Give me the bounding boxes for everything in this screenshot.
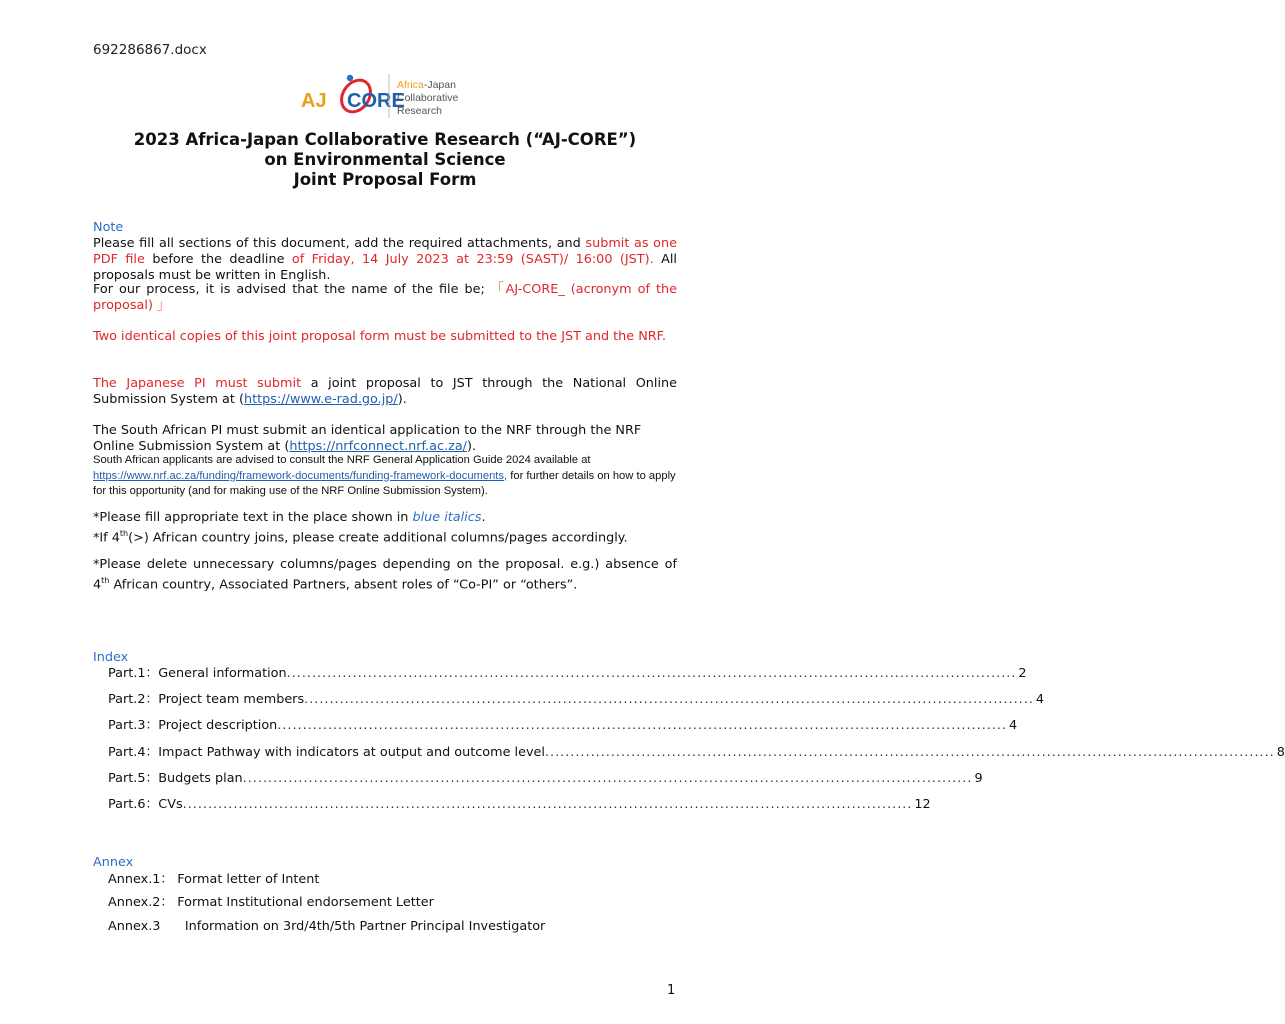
toc-item-part-6[interactable]: Part.6：CVs ................................................................................................................................................ 12 bbox=[108, 797, 931, 812]
index-heading: Index bbox=[93, 650, 129, 665]
nrf-framework-link[interactable]: https://www.nrf.ac.za/funding/framework-documents/funding-framework-documents, bbox=[93, 469, 508, 482]
note-heading: Note bbox=[93, 220, 124, 235]
note-paragraph-copies: Two identical copies of this joint proposal form must be submitted to the JST and the NRF. bbox=[93, 329, 667, 344]
title-line-2: on Environmental Science bbox=[264, 150, 506, 169]
toc-item-part-2[interactable]: Part.2：Project team members ................................................................................................................................................ 4 bbox=[108, 692, 1045, 707]
note-paragraph-deadline: Please fill all sections of this document, add the required attachments, and submit as one PDF file before the deadline of Friday, 14 July 2023 at 23:59 (SAST)/ 16:00 (JST). All proposals must be written in English. bbox=[93, 236, 677, 283]
note-paragraph-nrf-guide: South African applicants are advised to consult the NRF General Application Guide 2024 available at https://www.nrf.ac.za/funding/framework-documents/funding-framework-documents, for further details on how to apply for this opportunity (and for making use of the NRF Online Submission System). bbox=[93, 454, 676, 497]
title-line-3: Joint Proposal Form bbox=[293, 170, 477, 189]
toc-item-part-4[interactable]: Part.4：Impact Pathway with indicators at output and outcome level ................................................................................................................................................ 8 bbox=[108, 745, 1285, 760]
aj-core-logo bbox=[298, 72, 478, 122]
annex-item-1: Annex.1： Format letter of Intent bbox=[108, 872, 320, 887]
logo-dot-icon bbox=[347, 75, 353, 81]
document-title bbox=[60, 130, 710, 190]
note-paragraph-south-african-pi: The South African PI must submit an identical application to the NRF through the NRF Online Submission System at (https://nrfconnect.nrf.ac.za/). bbox=[93, 423, 642, 454]
toc-item-part-3[interactable]: Part.3：Project description ................................................................................................................................................ 4 bbox=[108, 718, 1018, 733]
toc-item-part-5[interactable]: Part.5：Budgets plan ................................................................................................................................................ 9 bbox=[108, 771, 983, 786]
nrfconnect-link[interactable]: https://nrfconnect.nrf.ac.za/ bbox=[289, 439, 467, 454]
instruction-fill-text: *Please fill appropriate text in the place shown in blue italics. bbox=[93, 510, 486, 525]
aj-core-logo-graphic bbox=[298, 72, 478, 122]
title-line-1: 2023 Africa-Japan Collaborative Research (“AJ-CORE”) bbox=[133, 130, 637, 149]
annex-item-2: Annex.2： Format Institutional endorsement Letter bbox=[108, 895, 434, 910]
logo-brand-left: AJ bbox=[301, 90, 327, 112]
document-filename: 692286867.docx bbox=[93, 42, 207, 58]
instruction-delete-columns: *Please delete unnecessary columns/pages depending on the proposal. e.g.) absence of 4th African country, Associated Partners, absent roles of “Co-PI” or “others”. bbox=[93, 557, 677, 593]
note-paragraph-japanese-pi: The Japanese PI must submit a joint proposal to JST through the National Online Submission System at (https://www.e-rad.go.jp/). bbox=[93, 376, 677, 407]
note-paragraph-filename: For our process, it is advised that the name of the file be; 「AJ-CORE_ (acronym of the proposal) 」 bbox=[93, 282, 677, 313]
logo-tagline-3: Research bbox=[397, 105, 442, 117]
e-rad-link[interactable]: https://www.e-rad.go.jp/ bbox=[243, 392, 398, 407]
annex-item-3: Annex.3 Information on 3rd/4th/5th Partner Principal Investigator bbox=[108, 919, 546, 934]
annex-heading: Annex bbox=[93, 855, 134, 870]
instruction-fourth-country: *If 4th(>) African country joins, please create additional columns/pages accordingly. bbox=[93, 529, 628, 546]
logo-tagline-2: Collaborative bbox=[397, 92, 459, 104]
page-number: 1 bbox=[667, 983, 676, 998]
logo-tagline-1: Africa-Japan bbox=[397, 79, 456, 91]
toc-item-part-1[interactable]: Part.1：General information ................................................................................................................................................ 2 bbox=[108, 666, 1027, 681]
logo-brand-right: CORE bbox=[347, 90, 405, 112]
